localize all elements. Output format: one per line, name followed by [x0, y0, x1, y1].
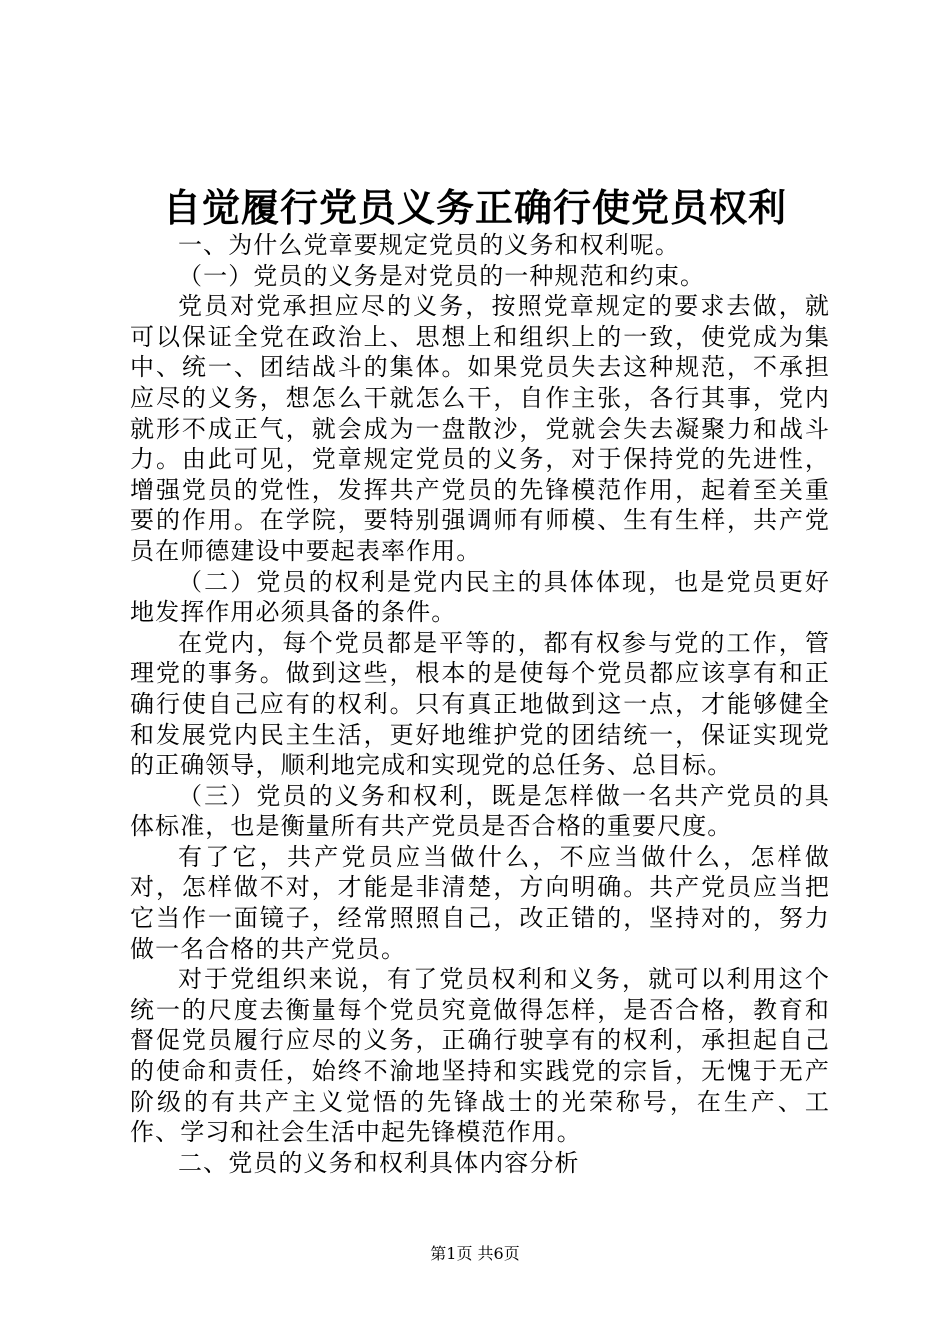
- subheading-3: （三）党员的义务和权利，既是怎样做一名共产党员的具体标准，也是衡量所有共产党员是否合格的重要尺度。: [130, 781, 830, 841]
- paragraph: 在党内，每个党员都是平等的，都有权参与党的工作，管理党的事务。做到这些，根本的是使每个党员都应该享有和正确行使自己应有的权利。只有真正地做到这一点，才能够健全和发展党内民主生活，更好地维护党的团结统一，保证实现党的正确领导，顺利地完成和实现党的总任务、总目标。: [130, 628, 830, 780]
- document-title: 自觉履行党员义务正确行使党员权利: [162, 185, 787, 230]
- subheading-1: （一）党员的义务是对党员的一种规范和约束。: [178, 261, 706, 290]
- heading-section-1: 一、为什么党章要规定党员的义务和权利呢。: [178, 231, 680, 259]
- document-body: [130, 230, 830, 1178]
- paragraph: 有了它，共产党员应当做什么，不应当做什么，怎样做对，怎样做不对，才能是非清楚，方向明确。共产党员应当把它当作一面镜子，经常照照自己，改正错的，坚持对的，努力做一名合格的共产党员。: [130, 842, 830, 963]
- heading-section-2: 二、党员的义务和权利具体内容分析: [178, 1148, 580, 1177]
- paragraph: 对于党组织来说，有了党员权利和义务，就可以利用这个统一的尺度去衡量每个党员究竟做得怎样，是否合格，教育和督促党员履行应尽的义务，正确行驶享有的权利，承担起自己的使命和责任，始终不渝地坚持和实践党的宗旨，无愧于无产阶级的有共产主义觉悟的先锋战士的光荣称号，在生产、工作、学习和社会生活中起先锋模范作用。: [130, 965, 830, 1147]
- paragraph: 党员对党承担应尽的义务，按照党章规定的要求去做，就可以保证全党在政治上、思想上和组织上的一致，使党成为集中、统一、团结战斗的集体。如果党员失去这种规范，不承担应尽的义务，想怎么干就怎么干，自作主张，各行其事，党内就形不成正气，就会成为一盘散沙，党就会失去凝聚力和战斗力。由此可见，党章规定党员的义务，对于保持党的先进性，增强党员的党性，发挥共产党员的先锋模范作用，起着至关重要的作用。在学院，要特别强调师有师模、生有生样，共产党员在师德建设中要起表率作用。: [130, 292, 830, 565]
- page-number-footer: 第1页 共6页: [430, 1244, 520, 1263]
- subheading-2: （二）党员的权利是党内民主的具体体现，也是党员更好地发挥作用必须具备的条件。: [130, 567, 830, 627]
